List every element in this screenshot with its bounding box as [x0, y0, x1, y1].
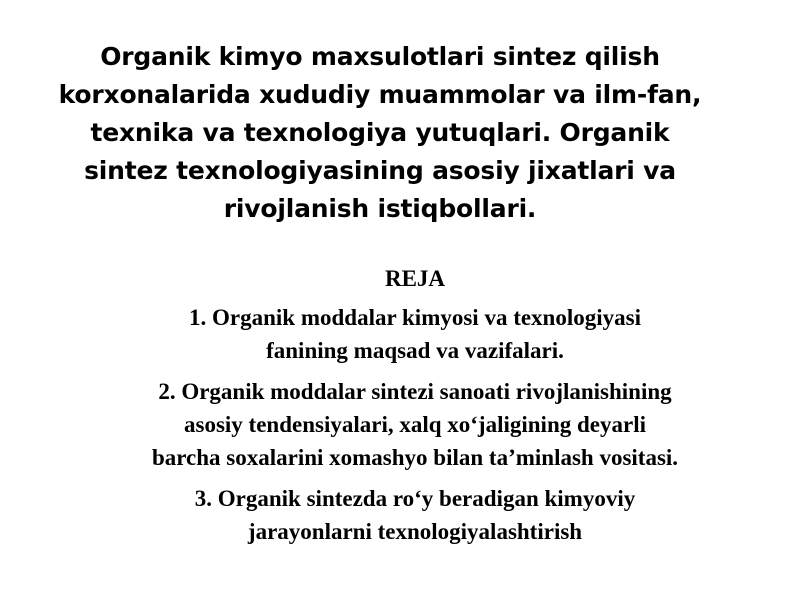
- plan-item-2: [40, 375, 790, 474]
- plan-item-line: 1. Organik moddalar kimyosi va texnologiyasi: [189, 305, 641, 330]
- plan-item-line: asosiy tendensiyalari, xalq xo‘jaligining deyarli: [184, 412, 646, 437]
- title-line: texnika va texnologiya yutuqlari. Organik: [90, 118, 670, 147]
- plan-item-3: [40, 482, 790, 548]
- plan-item-line: barcha soxalarini xomashyo bilan ta’minlash vositasi.: [151, 445, 679, 470]
- plan-item-line: fanining maqsad va vazifalari.: [266, 338, 564, 363]
- plan-item-line: 3. Organik sintezda ro‘y beradigan kimyoviy: [194, 486, 636, 511]
- slide-content: [40, 262, 790, 556]
- slide-title: [30, 38, 730, 228]
- plan-item-line: jarayonlarni texnologiyalashtirish: [247, 519, 583, 544]
- plan-item-1: [40, 301, 790, 367]
- plan-item-line: 2. Organik moddalar sintezi sanoati rivojlanishining: [158, 379, 672, 404]
- title-line: rivojlanish istiqbollari.: [223, 194, 537, 223]
- title-line: sintez texnologiyasining asosiy jixatlari va: [84, 156, 676, 185]
- title-line: korxonalarida xududiy muammolar va ilm-fan,: [58, 80, 702, 109]
- title-line: Organik kimyo maxsulotlari sintez qilish: [100, 42, 660, 71]
- plan-heading: REJA: [384, 266, 446, 291]
